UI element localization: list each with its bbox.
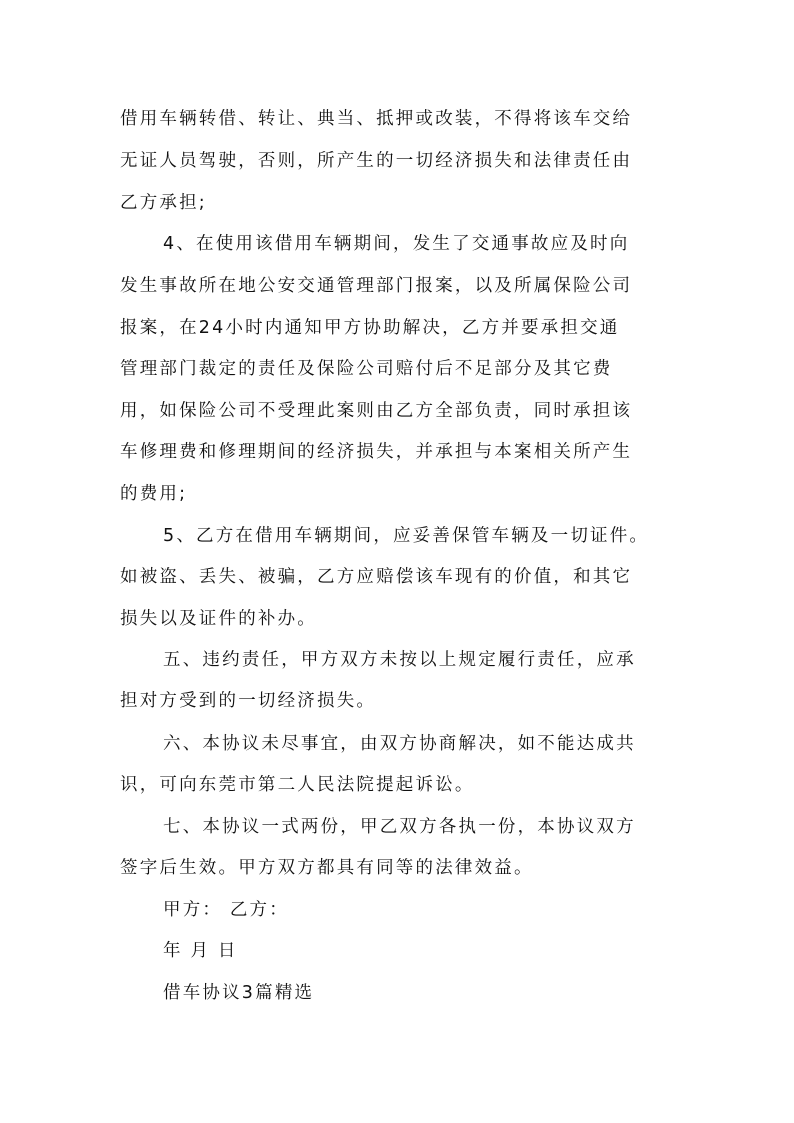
text-line-1: 借用车辆转借、转让、典当、抵押或改装，不得将该车交给 [120, 109, 633, 129]
signature-parties: 甲方： 乙方： [163, 900, 289, 920]
text-line-4: 4、在使用该借用车辆期间，发生了交通事故应及时向 [163, 234, 630, 254]
text-line-6: 报案，在24小时内通知甲方协助解决，乙方并要承担交通 [120, 318, 620, 338]
text-line-2: 无证人员驾驶，否则，所产生的一切经济损失和法律责任由 [120, 151, 633, 171]
text-line-17: 识，可向东莞市第二人民法院提起诉讼。 [120, 775, 475, 795]
text-line-11: 5、乙方在借用车辆期间，应妥善保管车辆及一切证件。 [163, 526, 650, 546]
text-line-13: 损失以及证件的补办。 [120, 609, 317, 629]
text-line-18: 七、本协议一式两份，甲乙双方各执一份，本协议双方 [163, 817, 636, 837]
text-line-12: 如被盗、丢失、被骗，乙方应赔偿该车现有的价值，和其它 [120, 567, 633, 587]
text-line-7: 管理部门裁定的责任及保险公司赔付后不足部分及其它费 [120, 359, 613, 379]
text-line-5: 发生事故所在地公安交通管理部门报案，以及所属保险公司 [120, 276, 633, 296]
document-footer-title: 借车协议3篇精选 [163, 983, 315, 1003]
text-line-15: 担对方受到的一切经济损失。 [120, 691, 377, 711]
text-line-9: 车修理费和修理期间的经济损失，并承担与本案相关所产生 [120, 442, 633, 462]
text-line-14: 五、违约责任，甲方双方未按以上规定履行责任，应承 [163, 650, 636, 670]
text-line-16: 六、本协议未尽事宜，由双方协商解决，如不能达成共 [163, 734, 636, 754]
text-line-19: 签字后生效。甲方双方都具有同等的法律效益。 [120, 858, 534, 878]
text-line-8: 用，如保险公司不受理此案则由乙方全部负责，同时承担该 [120, 401, 633, 421]
text-line-10: 的费用; [120, 484, 188, 504]
text-line-3: 乙方承担; [120, 193, 207, 213]
signature-date: 年 月 日 [163, 941, 238, 961]
